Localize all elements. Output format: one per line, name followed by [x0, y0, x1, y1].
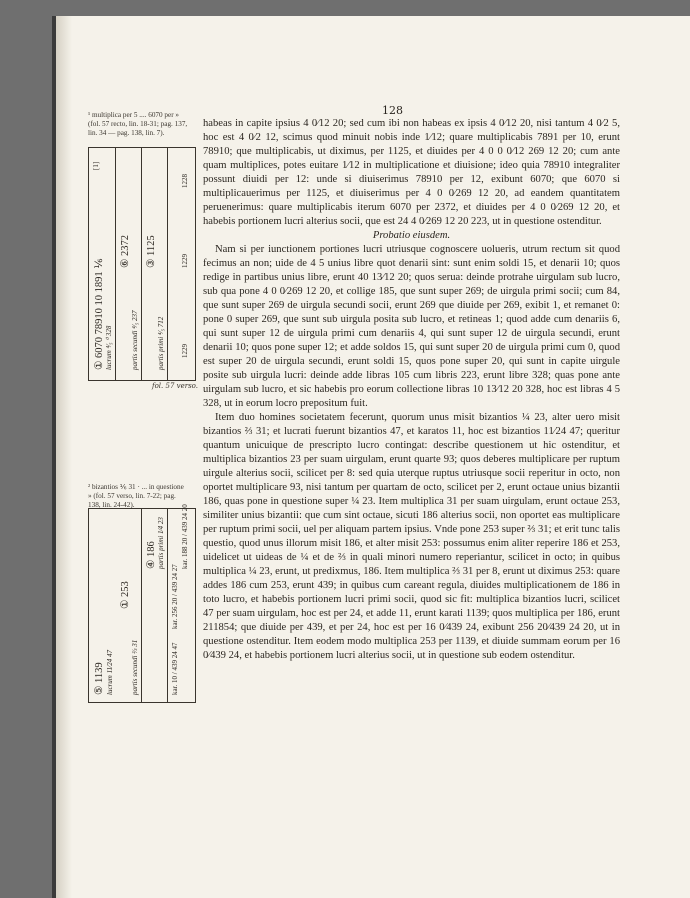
side-note-2: ² bizantios ⅙ 31 · ... in questione » (fol. 57 verso, lin. 7-22; pag. 138, lin. 24-42). — [88, 483, 184, 509]
figure-1-marker: [1] — [92, 161, 100, 170]
main-text — [203, 117, 620, 663]
page-number: 128 — [382, 104, 403, 117]
paragraph-1: habeas in capite ipsius 4 0⁄12 20; sed cum ibi non habeas ex ipsis 4 0⁄12 20, nisi tantum 4 0⁄2 5, hoc est 4 0⁄2 12, scimus quod minuit nobis inde 1⁄12; quare multiplicabis 7891 per 10, erunt 78910; que multiplicabis, ut diximus, per 1125, et diuides per 4 0 0 0⁄12 269 12 20; cum ante quam multiplices, potes euitare 1⁄12 in multiplicatione et diuisione; ideo quia 78910 integraliter possunt diuidi per 12: unde si diuiserimus 78910 per 12, exibunt 6070; que 6070 si multiplicauerimus per 1125, et diuiserimus per 4 0 0⁄269 12 20, ad eandem quantitatem peruenerimus: quare multiplicabis iterum 6070 per 2372, et diuides per 4 0 0⁄269 12 20, et habebis portionem lucri alterius socii, que est 24 4 0⁄269 12 20 223, ut in questione ostenditur. — [203, 118, 620, 227]
figure-1-divider — [115, 148, 116, 380]
paragraph-2: Nam si per iunctionem portiones lucri utriusque cognoscere uolueris, utrum rectum sit quod fecimus an non; uide de 4 5 unius libre quot denarii sint: sunt enim soldi 15, et denarii 10; quos redige in partibus unius libre, erunt 40 13⁄12 20; quos serua: deinde protrahe uirgulam sub lucro, sub qua pone 4 0 0⁄269 12 20, et collige 185, que sunt super 269; de uirgula primi socii; cum 84, que sunt super 269 de uirgula secundi socii, erunt 269 que diuide per 269, exibit 1, et remanet 0: pone 0 super 269, que sunt sub uirgula posita sub lucro, et retineas 1; quod adde cum denariis 6, qui sunt super 12 de uirgula primi cum denariis 4, qui sunt super 12 de uirgula secundi, erunt denarii 10; quos pone super 12; et adde soldos 15, qui sunt super 20 de uirgula primi cum 0, quod est super 20 de uirgula secundi, erunt soldi 15, quos pone super 20, qui sunt in capite uirgule posite sub uirgula lucri: deinde adde libras 105 cum libris 223, erunt libre 328; quas pone ante uirgulam sub lucro, et sic habebis pro eorum collectione libras 10 13⁄12 20 328, hoc est libras 4 5 328, ut in eorum locro prepositum fuit. — [203, 244, 620, 409]
figure-1-col-a: ① 6070 78910 10 1891 ⅙ — [94, 258, 105, 370]
figure-2-col-b-label: partis secundi ⅔ 31 — [131, 639, 139, 695]
figure-2-divider — [167, 509, 168, 702]
figure-1-col-d3: 1229 — [181, 344, 189, 358]
figure-1-col-b: ⑥ 2372 — [120, 234, 131, 268]
figure-1-divider — [167, 148, 168, 380]
figure-2-col-b: ① 253 — [120, 581, 131, 609]
page-gutter — [56, 16, 72, 898]
figure-2-col-c: ④ 186 — [146, 541, 157, 569]
figure-1-col-d2: 1229 — [181, 254, 189, 268]
figure-1-col-b-label: partis secundi ⁴⁄₅ 237 — [131, 310, 139, 370]
figure-2-col-a: ⑤ 1139 — [94, 662, 105, 695]
figure-1-caption: fol. 57 verso. — [152, 382, 198, 390]
figure-1-col-c: ③ 1125 — [146, 235, 157, 268]
section-heading: Probatio eiusdem. — [372, 230, 451, 241]
figure-1-table — [88, 147, 196, 381]
figure-1-col-a-label: lucrum ⁴⁄₅ ⁰ 328 — [105, 325, 113, 370]
figure-2-col-d-a: kar. 10 / 439 24 47 — [171, 642, 179, 695]
paragraph-3: Item duo homines societatem fecerunt, quorum unus misit bizantios ¼ 23, alter uero misit bizantios ⅔ 31; et lucrati fuerunt bizantios 47, et karatos 11, hoc est bizantios 11⁄24 47; queritur quantum unicuique de prescripto lucro contingat: describe questionem ut hic ostenditur, et multiplica bizantios 23 per suam uirgulam, erunt quarte 93; quos deberes multiplicare per ruptum uirgule alterius socii, scilicet per 8: sed quia uterque ruptus utriusque socii reperitur in octo, non oportet multiplicare 93, nisi tantum per quartam de octo, scilicet per 2, erunt octaue unius bizantii 186, quas pone in questione super ¼ 23. Item multiplica 31 per suam uirgulam, erunt octaue 253, similiter unius bizantii: que cum sint octaue, sicuti 186 alterius socii, non oportet eas multiplicare per ruptum primi socii, uel per aliquam partem ipsius. Vnde pone 253 super ⅔ 31; et erit tunc talis questio, quod unus illorum misit 186, et alter misit 253: possumus enim aliter reperire 186 et 253, uidelicet ut uideas de ¼ et de ⅔ in quali minori numero reperiantur, scilicet in octo; in quibus multiplica ¼ 23, erunt, ut predixmus, 186. Item multiplica ⅔ 31 per 8, erunt ut diximus 253: quare addes 186 cum 253, erunt 439; in quibus cum careant regula, diuides multiplicationem de 186 in toto lucro, et habebis portionem lucri primi socii, quod sic fit: multiplica bizantios lucri, scilicet 47 per suam uirgulam, hoc est per 24, et adde 11, erunt karati 1139; quos multiplica per 186, erunt 211854; que diuide per 439, et per 24, hoc est per 16 0⁄439 24, exibunt 256 20⁄439 24 20, ut in questione ostenditur. Item eodem modo multiplica 253 per 1139, et diuide summam eorum per 16 0⁄439 24, et habebis portionem lucri alterius socii, ut in questione sub eodem ostenditur. — [203, 412, 620, 661]
figure-1-col-c-label: partis primi ⁴⁄₅ 712 — [157, 316, 165, 370]
figure-2-col-d-c: kar. 188 20 / 439 24 20 — [181, 504, 189, 569]
figure-2-table — [88, 504, 196, 703]
figure-2-divider — [141, 509, 142, 702]
figure-1-divider — [141, 148, 142, 380]
side-note-1: ¹ multiplica per 5 .... 6070 per » (fol. 57 recto, lin. 18-31; pag. 137, lin. 34 — pag. 138, lin. 7). — [88, 111, 188, 137]
figure-2-col-d-b: kar. 256 20 / 439 24 27 — [171, 564, 179, 629]
figure-2-col-c-label: partis primi 1⁄4 23 — [157, 517, 165, 569]
figure-1-col-d: 1228 — [181, 174, 189, 188]
figure-2-col-a-label: lucrum 11⁄24 47 — [106, 650, 114, 695]
